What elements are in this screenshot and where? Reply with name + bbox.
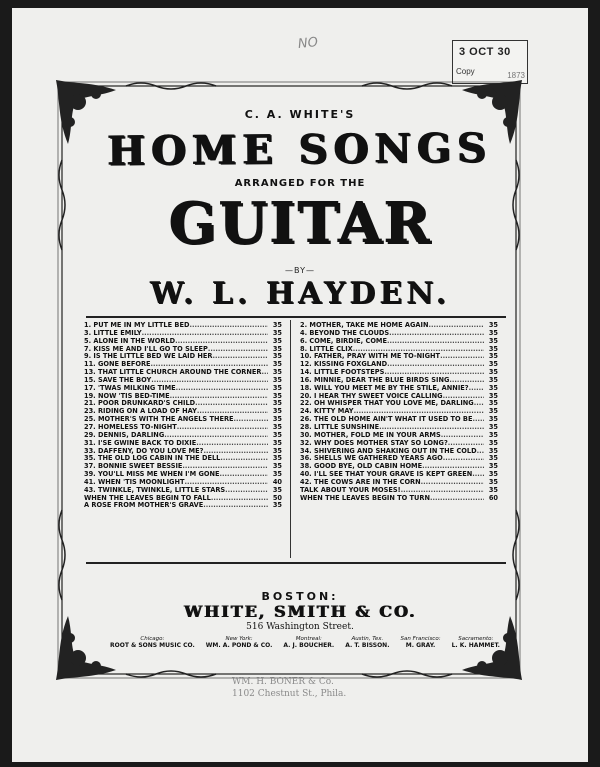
song-entry: [84, 495, 282, 503]
song-price: 35: [272, 384, 282, 392]
song-entry: [300, 479, 498, 487]
song-title: 28. LITTLE SUNSHINE: [300, 423, 380, 431]
song-entry: [300, 424, 498, 432]
song-list-left: [84, 322, 282, 510]
song-price: 35: [488, 400, 498, 408]
song-title: 39. YOU'LL MISS ME WHEN I'M GONE: [84, 471, 220, 479]
song-price: 35: [488, 376, 498, 384]
leader-dots: [421, 479, 484, 487]
arranger-name: W. L. HAYDEN.: [149, 276, 451, 311]
song-price: 35: [272, 329, 282, 337]
song-price: 35: [488, 423, 498, 431]
leader-dots: [142, 330, 268, 338]
song-title: 10. FATHER, PRAY WITH ME TO-NIGHT: [300, 353, 441, 361]
song-entry: [84, 353, 282, 361]
agent-name: WM. A. POND & CO.: [205, 642, 273, 649]
leader-dots: [225, 487, 268, 495]
song-title: 16. MINNIE, DEAR THE BLUE BIRDS SING: [300, 376, 450, 384]
song-price: 35: [488, 471, 498, 479]
song-price: 35: [272, 369, 282, 377]
song-entry: [300, 471, 498, 479]
song-title: 29. DENNIS, DARLING: [84, 431, 165, 439]
song-entry: [84, 448, 282, 456]
song-title: 20. I HEAR THY SWEET VOICE CALLING: [300, 392, 443, 400]
leader-dots: [469, 385, 484, 393]
leader-dots: [422, 463, 484, 471]
agent-city: Austin, Tex.: [351, 636, 384, 642]
song-title: 23. RIDING ON A LOAD OF HAY: [84, 408, 197, 416]
song-price: 35: [488, 369, 498, 377]
song-price: 35: [272, 439, 282, 447]
song-entry: [84, 361, 282, 369]
song-entry: [84, 322, 282, 330]
leader-dots: [441, 432, 484, 440]
song-entry: [84, 455, 282, 463]
song-title: 17. 'TWAS MILKING TIME: [84, 384, 176, 392]
song-entry: [84, 416, 282, 424]
by-line: —BY—: [285, 266, 315, 275]
song-title: 31. I'SE GWINE BACK TO DIXIE: [84, 439, 197, 447]
agent-city: Montreal:: [295, 636, 322, 642]
leader-dots: [472, 416, 484, 424]
leader-dots: [164, 432, 268, 440]
song-title: 33. DAFFENY, DO YOU LOVE ME?: [84, 447, 204, 455]
leader-dots: [387, 361, 484, 369]
leader-dots: [443, 393, 484, 401]
song-entry: [84, 377, 282, 385]
song-price: 35: [272, 431, 282, 439]
leader-dots: [220, 471, 268, 479]
song-entry: [300, 338, 498, 346]
leader-dots: [387, 338, 484, 346]
agent-name: M. GRAY.: [405, 642, 436, 649]
song-entry: [84, 440, 282, 448]
leader-dots: [211, 495, 268, 503]
bottom-rule: [86, 562, 506, 564]
leader-dots: [195, 400, 268, 408]
agent-4: [401, 636, 441, 649]
song-entry: [300, 361, 498, 369]
song-entry: [300, 463, 498, 471]
agent-city: Chicago:: [140, 636, 165, 642]
song-entry: [84, 471, 282, 479]
song-title: 11. GONE BEFORE: [84, 361, 151, 369]
song-price: 35: [272, 392, 282, 400]
leader-dots: [440, 353, 484, 361]
song-price: 50: [272, 494, 282, 502]
song-title: 5. ALONE IN THE WORLD: [84, 337, 176, 345]
song-entry: [84, 487, 282, 495]
song-entry: [300, 487, 498, 495]
song-entry: [300, 432, 498, 440]
song-price: 35: [272, 502, 282, 510]
leader-dots: [197, 408, 268, 416]
agent-2: [283, 636, 334, 649]
song-price: 35: [488, 345, 498, 353]
arranged-for-line: ARRANGED FOR THE: [234, 178, 366, 189]
song-title: 24. KITTY MAY: [300, 408, 354, 416]
song-entry: [84, 369, 282, 377]
song-title: 22. OH WHISPER THAT YOU LOVE ME, DARLING: [300, 400, 474, 408]
song-entry: [300, 400, 498, 408]
song-entry: [84, 408, 282, 416]
leader-dots: [203, 448, 268, 456]
song-title: 6. COME, BIRDIE, COME: [300, 337, 387, 345]
song-entry: [300, 393, 498, 401]
song-price: 35: [488, 329, 498, 337]
song-title: 27. HOMELESS TO-NIGHT: [84, 423, 177, 431]
song-title: 12. KISSING FOXGLAND: [300, 361, 388, 369]
song-title: A ROSE FROM MOTHER'S GRAVE: [84, 502, 204, 510]
song-entry: [84, 346, 282, 354]
song-title: 30. MOTHER, FOLD ME IN YOUR ARMS: [300, 431, 441, 439]
author-line: C. A. WHITE'S: [244, 108, 356, 121]
song-title: 2. MOTHER, TAKE ME HOME AGAIN: [300, 322, 429, 329]
copyright-year: 1873: [507, 71, 525, 80]
leader-dots: [184, 479, 268, 487]
agent-city: Sacramento:: [458, 636, 494, 642]
song-price: 35: [272, 361, 282, 369]
song-entry: [300, 416, 498, 424]
leader-dots: [203, 502, 268, 510]
leader-dots: [443, 455, 484, 463]
song-title: 32. WHY DOES MOTHER STAY SO LONG?: [300, 439, 448, 447]
song-title: 3. LITTLE EMILY: [84, 329, 142, 337]
song-entry: [300, 455, 498, 463]
song-price: 35: [488, 361, 498, 369]
song-title: 13. THAT LITTLE CHURCH AROUND THE CORNER: [84, 369, 262, 377]
song-price: 35: [488, 353, 498, 361]
leader-dots: [353, 346, 484, 354]
song-entry: [300, 448, 498, 456]
copyright-label: Copy: [456, 67, 475, 76]
top-rule: [86, 316, 506, 318]
leader-dots: [401, 487, 484, 495]
song-title: 7. KISS ME AND I'LL GO TO SLEEP: [84, 345, 208, 353]
song-price: 35: [272, 447, 282, 455]
song-title: 36. SHELLS WE GATHERED YEARS AGO: [300, 455, 443, 463]
song-title: 15. SAVE THE BOY: [84, 376, 152, 384]
song-entry: [300, 385, 498, 393]
song-title: 14. LITTLE FOOTSTEPS: [300, 369, 385, 377]
song-entry: [300, 353, 498, 361]
leader-dots: [177, 424, 268, 432]
song-title: 1. PUT ME IN MY LITTLE BED: [84, 322, 190, 329]
no-mark: NO: [297, 34, 319, 53]
column-divider: [290, 320, 291, 558]
song-price: 35: [488, 455, 498, 463]
song-title: 18. WILL YOU MEET ME BY THE STILE, ANNIE?: [300, 384, 469, 392]
leader-dots: [189, 322, 268, 330]
song-price: 35: [488, 478, 498, 486]
song-entry: [84, 330, 282, 338]
song-entry: [300, 346, 498, 354]
song-entry: [84, 400, 282, 408]
song-price: 35: [488, 384, 498, 392]
publisher-address: 516 Washington Street.: [246, 622, 354, 632]
song-title: 21. POOR DRUNKARD'S CHILD: [84, 400, 196, 408]
leader-dots: [474, 400, 484, 408]
agent-name: L. K. HAMMET.: [451, 642, 500, 649]
song-list-right: [300, 322, 498, 502]
dealer-stamp-line: WM. H. BONER & Co.: [232, 677, 334, 687]
copyright-stamp: [452, 40, 528, 84]
song-price: 40: [272, 478, 282, 486]
dealer-stamp-line: 1102 Chestnut St., Phila.: [232, 689, 347, 699]
song-title: 37. BONNIE SWEET BESSIE: [84, 463, 183, 471]
song-price: 35: [488, 431, 498, 439]
agent-name: A. J. BOUCHER.: [283, 642, 335, 649]
agent-0: [110, 636, 195, 649]
song-price: 35: [272, 337, 282, 345]
collection-title: HOME SONGS: [107, 124, 493, 175]
song-price: 35: [488, 337, 498, 345]
leader-dots: [176, 385, 268, 393]
song-entry: [84, 393, 282, 401]
song-title: 26. THE OLD HOME AIN'T WHAT IT USED TO BE: [300, 416, 473, 424]
agent-5: [452, 636, 500, 649]
publisher-name: WHITE, SMITH & CO.: [183, 602, 417, 621]
song-price: 35: [488, 439, 498, 447]
song-price: 35: [272, 345, 282, 353]
song-entry: [84, 338, 282, 346]
song-title: 41. WHEN 'TIS MOONLIGHT: [84, 478, 185, 486]
song-price: 60: [488, 494, 498, 502]
agents-row: [110, 636, 500, 649]
song-title: 19. NOW 'TIS BED-TIME: [84, 392, 170, 400]
song-price: 35: [272, 486, 282, 494]
leader-dots: [472, 471, 484, 479]
imprint-city: BOSTON:: [261, 590, 339, 603]
song-entry: [300, 369, 498, 377]
song-price: 35: [272, 322, 282, 329]
song-entry: [300, 440, 498, 448]
leader-dots: [449, 377, 484, 385]
leader-dots: [477, 448, 484, 456]
leader-dots: [220, 455, 268, 463]
agent-3: [345, 636, 389, 649]
leader-dots: [170, 393, 268, 401]
leader-dots: [430, 495, 484, 503]
song-price: 35: [272, 423, 282, 431]
song-entry: [84, 432, 282, 440]
agent-1: [206, 636, 273, 649]
leader-dots: [384, 369, 484, 377]
song-entry: [300, 495, 498, 503]
song-title: 8. LITTLE CLIX: [300, 345, 353, 353]
leader-dots: [151, 361, 268, 369]
song-title: 35. THE OLD LOG CABIN IN THE DELL: [84, 455, 221, 463]
leader-dots: [213, 353, 268, 361]
leader-dots: [175, 338, 268, 346]
agent-name: A. T. BISSON.: [345, 642, 390, 649]
song-price: 35: [488, 447, 498, 455]
song-entry: [300, 408, 498, 416]
leader-dots: [379, 424, 484, 432]
song-entry: [84, 424, 282, 432]
song-price: 35: [272, 471, 282, 479]
song-entry: [84, 479, 282, 487]
leader-dots: [208, 346, 268, 354]
song-entry: [84, 385, 282, 393]
agent-name: ROOT & SONS MUSIC CO.: [110, 642, 195, 649]
leader-dots: [234, 416, 268, 424]
song-title: 42. THE COWS ARE IN THE CORN: [300, 478, 421, 486]
agent-city: New York:: [225, 636, 253, 642]
song-price: 35: [488, 408, 498, 416]
song-price: 35: [488, 392, 498, 400]
leader-dots: [429, 322, 484, 330]
song-price: 35: [488, 322, 498, 329]
song-title: WHEN THE LEAVES BEGIN TO TURN: [300, 494, 430, 502]
song-title: 43. TWINKLE, TWINKLE, LITTLE STARS: [84, 486, 226, 494]
song-price: 35: [272, 400, 282, 408]
instrument-title: GUITAR: [168, 190, 432, 256]
song-title: 9. IS THE LITTLE BED WE LAID HER: [84, 353, 213, 361]
song-price: 35: [272, 376, 282, 384]
song-price: 35: [488, 463, 498, 471]
song-entry: [84, 463, 282, 471]
song-price: 35: [272, 408, 282, 416]
song-title: 34. SHIVERING AND SHAKING OUT IN THE COLD: [300, 447, 477, 455]
dealer-stamp: [232, 676, 346, 700]
song-price: 35: [272, 455, 282, 463]
song-title: WHEN THE LEAVES BEGIN TO FALL: [84, 494, 211, 502]
song-title: 25. MOTHER'S WITH THE ANGELS THERE: [84, 416, 234, 424]
leader-dots: [354, 408, 484, 416]
leader-dots: [389, 330, 484, 338]
song-entry: [84, 502, 282, 510]
song-price: 35: [272, 463, 282, 471]
copyright-date: 3 OCT 30: [459, 46, 511, 58]
song-title: 4. BEYOND THE CLOUDS: [300, 329, 390, 337]
leader-dots: [196, 440, 268, 448]
song-price: 35: [272, 353, 282, 361]
song-entry: [300, 330, 498, 338]
song-price: 35: [488, 416, 498, 424]
leader-dots: [182, 463, 268, 471]
song-title: 38. GOOD BYE, OLD CABIN HOME: [300, 463, 423, 471]
song-title: 40. I'LL SEE THAT YOUR GRAVE IS KEPT GREEN: [300, 471, 473, 479]
song-price: 35: [272, 416, 282, 424]
song-entry: [300, 377, 498, 385]
leader-dots: [151, 377, 268, 385]
song-price: 35: [488, 486, 498, 494]
leader-dots: [448, 440, 484, 448]
agent-city: San Francisco:: [400, 636, 441, 642]
song-title: TALK ABOUT YOUR MOSES!: [300, 486, 401, 494]
song-entry: [300, 322, 498, 330]
